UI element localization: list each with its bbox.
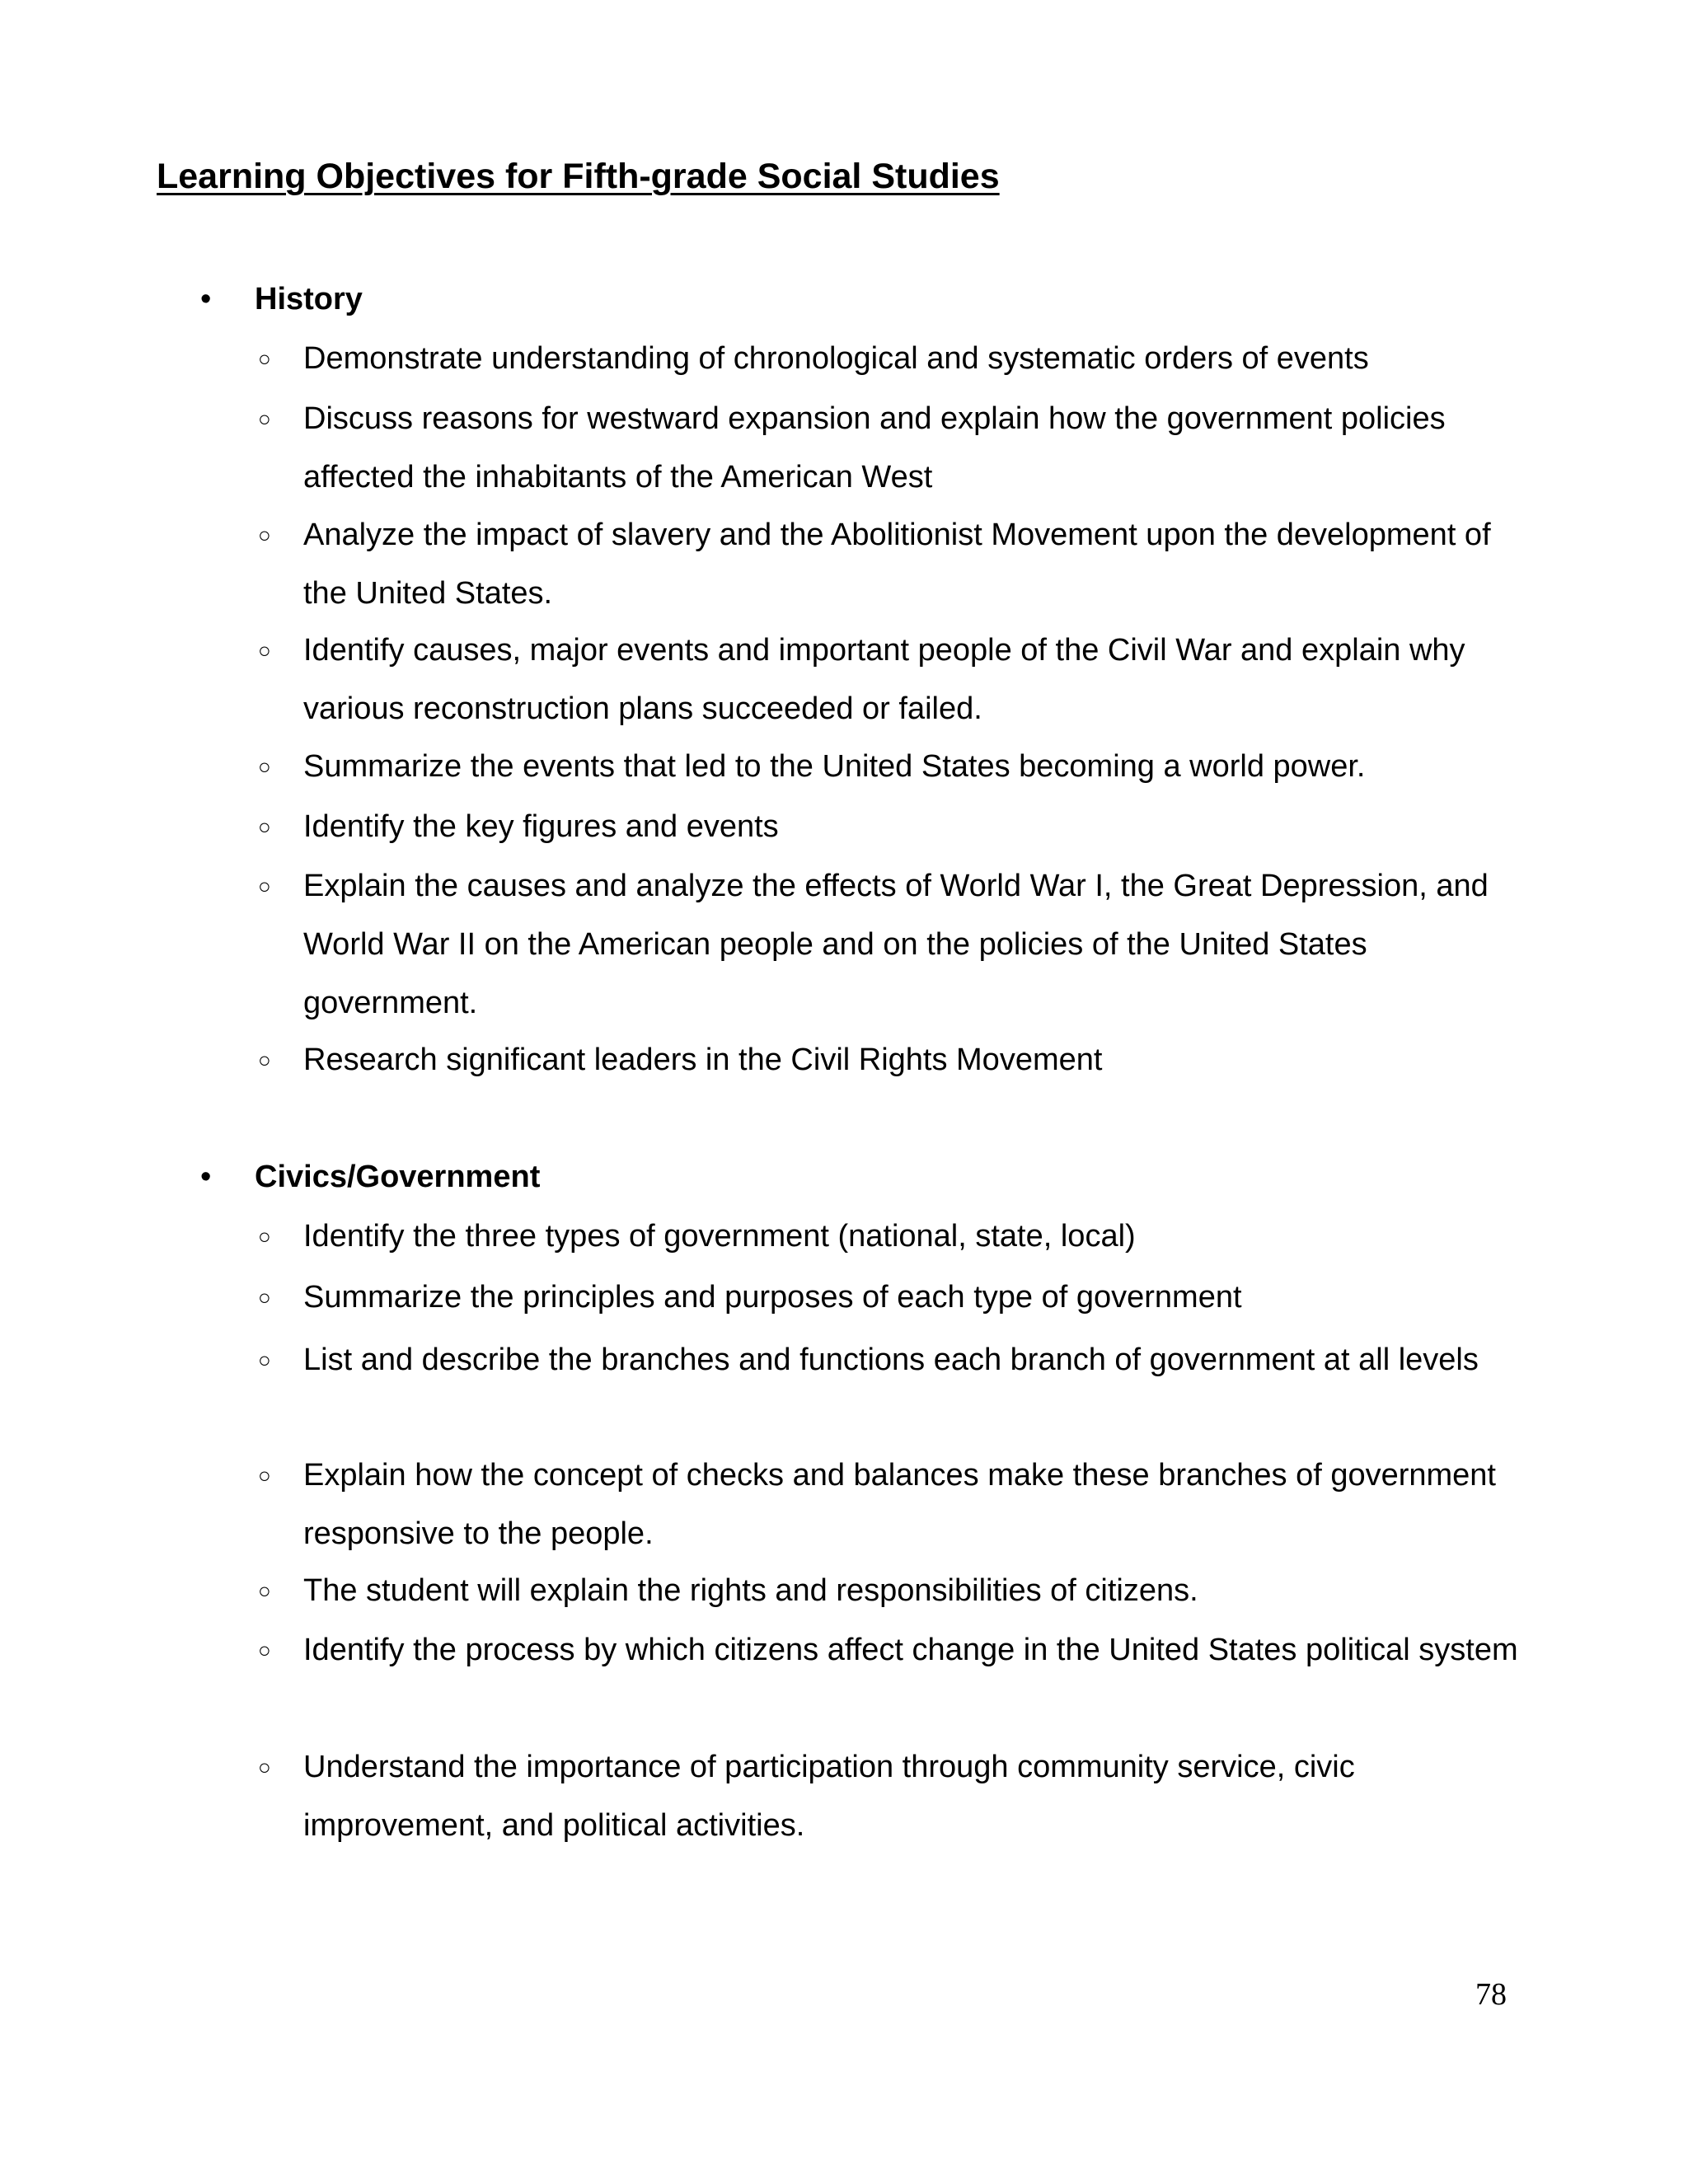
section-heading: History <box>255 282 363 316</box>
list-item-text: Identify the key figures and events <box>303 809 779 844</box>
hollow-circle-bullet-icon: ○ <box>258 1047 271 1072</box>
list-item-text: Analyze the impact of slavery and the Abolitionist Movement upon the development of the United States. <box>303 518 1491 611</box>
hollow-circle-bullet-icon: ○ <box>258 1578 271 1603</box>
hollow-circle-bullet-icon: ○ <box>258 1463 271 1488</box>
list-item-text: Identify the process by which citizens affect change in the United States political system <box>303 1633 1518 1667</box>
section-heading: Civics/Government <box>255 1160 541 1194</box>
page-number: 78 <box>1475 1977 1507 2012</box>
hollow-circle-bullet-icon: ○ <box>258 406 271 431</box>
hollow-circle-bullet-icon: ○ <box>258 754 271 779</box>
bullet-icon: • <box>200 282 212 316</box>
list-item-text: Identify causes, major events and important people of the Civil War and explain why various reconstruction plans succeeded or failed. <box>303 633 1465 726</box>
list-item-text: The student will explain the rights and responsibilities of citizens. <box>303 1573 1198 1608</box>
hollow-circle-bullet-icon: ○ <box>258 814 271 839</box>
hollow-circle-bullet-icon: ○ <box>258 1755 271 1779</box>
bullet-icon: • <box>200 1160 212 1194</box>
list-item-text: Demonstrate understanding of chronological and systematic orders of events <box>303 341 1369 376</box>
list-item-text: Identify the three types of government (national, state, local) <box>303 1219 1136 1254</box>
hollow-circle-bullet-icon: ○ <box>258 874 271 898</box>
list-item-text: Understand the importance of participation through community service, civic improvement, and political activities. <box>303 1750 1355 1843</box>
hollow-circle-bullet-icon: ○ <box>258 638 271 663</box>
hollow-circle-bullet-icon: ○ <box>258 1224 271 1249</box>
list-item-text: Research significant leaders in the Civil Rights Movement <box>303 1043 1103 1077</box>
list-item-text: Summarize the events that led to the United States becoming a world power. <box>303 749 1366 784</box>
list-item-text: Discuss reasons for westward expansion and explain how the government policies affected the inhabitants of the American West <box>303 401 1446 494</box>
list-item-text: List and describe the branches and functions each branch of government at all levels <box>303 1343 1479 1377</box>
list-item-text: Summarize the principles and purposes of each type of government <box>303 1280 1242 1315</box>
list-item-text: Explain the causes and analyze the effects of World War I, the Great Depression, and World War II on the American people and on the policies of the United States government. <box>303 869 1489 1020</box>
hollow-circle-bullet-icon: ○ <box>258 1285 271 1310</box>
hollow-circle-bullet-icon: ○ <box>258 523 271 547</box>
hollow-circle-bullet-icon: ○ <box>258 346 271 371</box>
list-item-text: Explain how the concept of checks and balances make these branches of government responsive to the people. <box>303 1458 1496 1551</box>
hollow-circle-bullet-icon: ○ <box>258 1638 271 1662</box>
hollow-circle-bullet-icon: ○ <box>258 1347 271 1372</box>
page-title: Learning Objectives for Fifth-grade Social Studies <box>157 157 1000 196</box>
